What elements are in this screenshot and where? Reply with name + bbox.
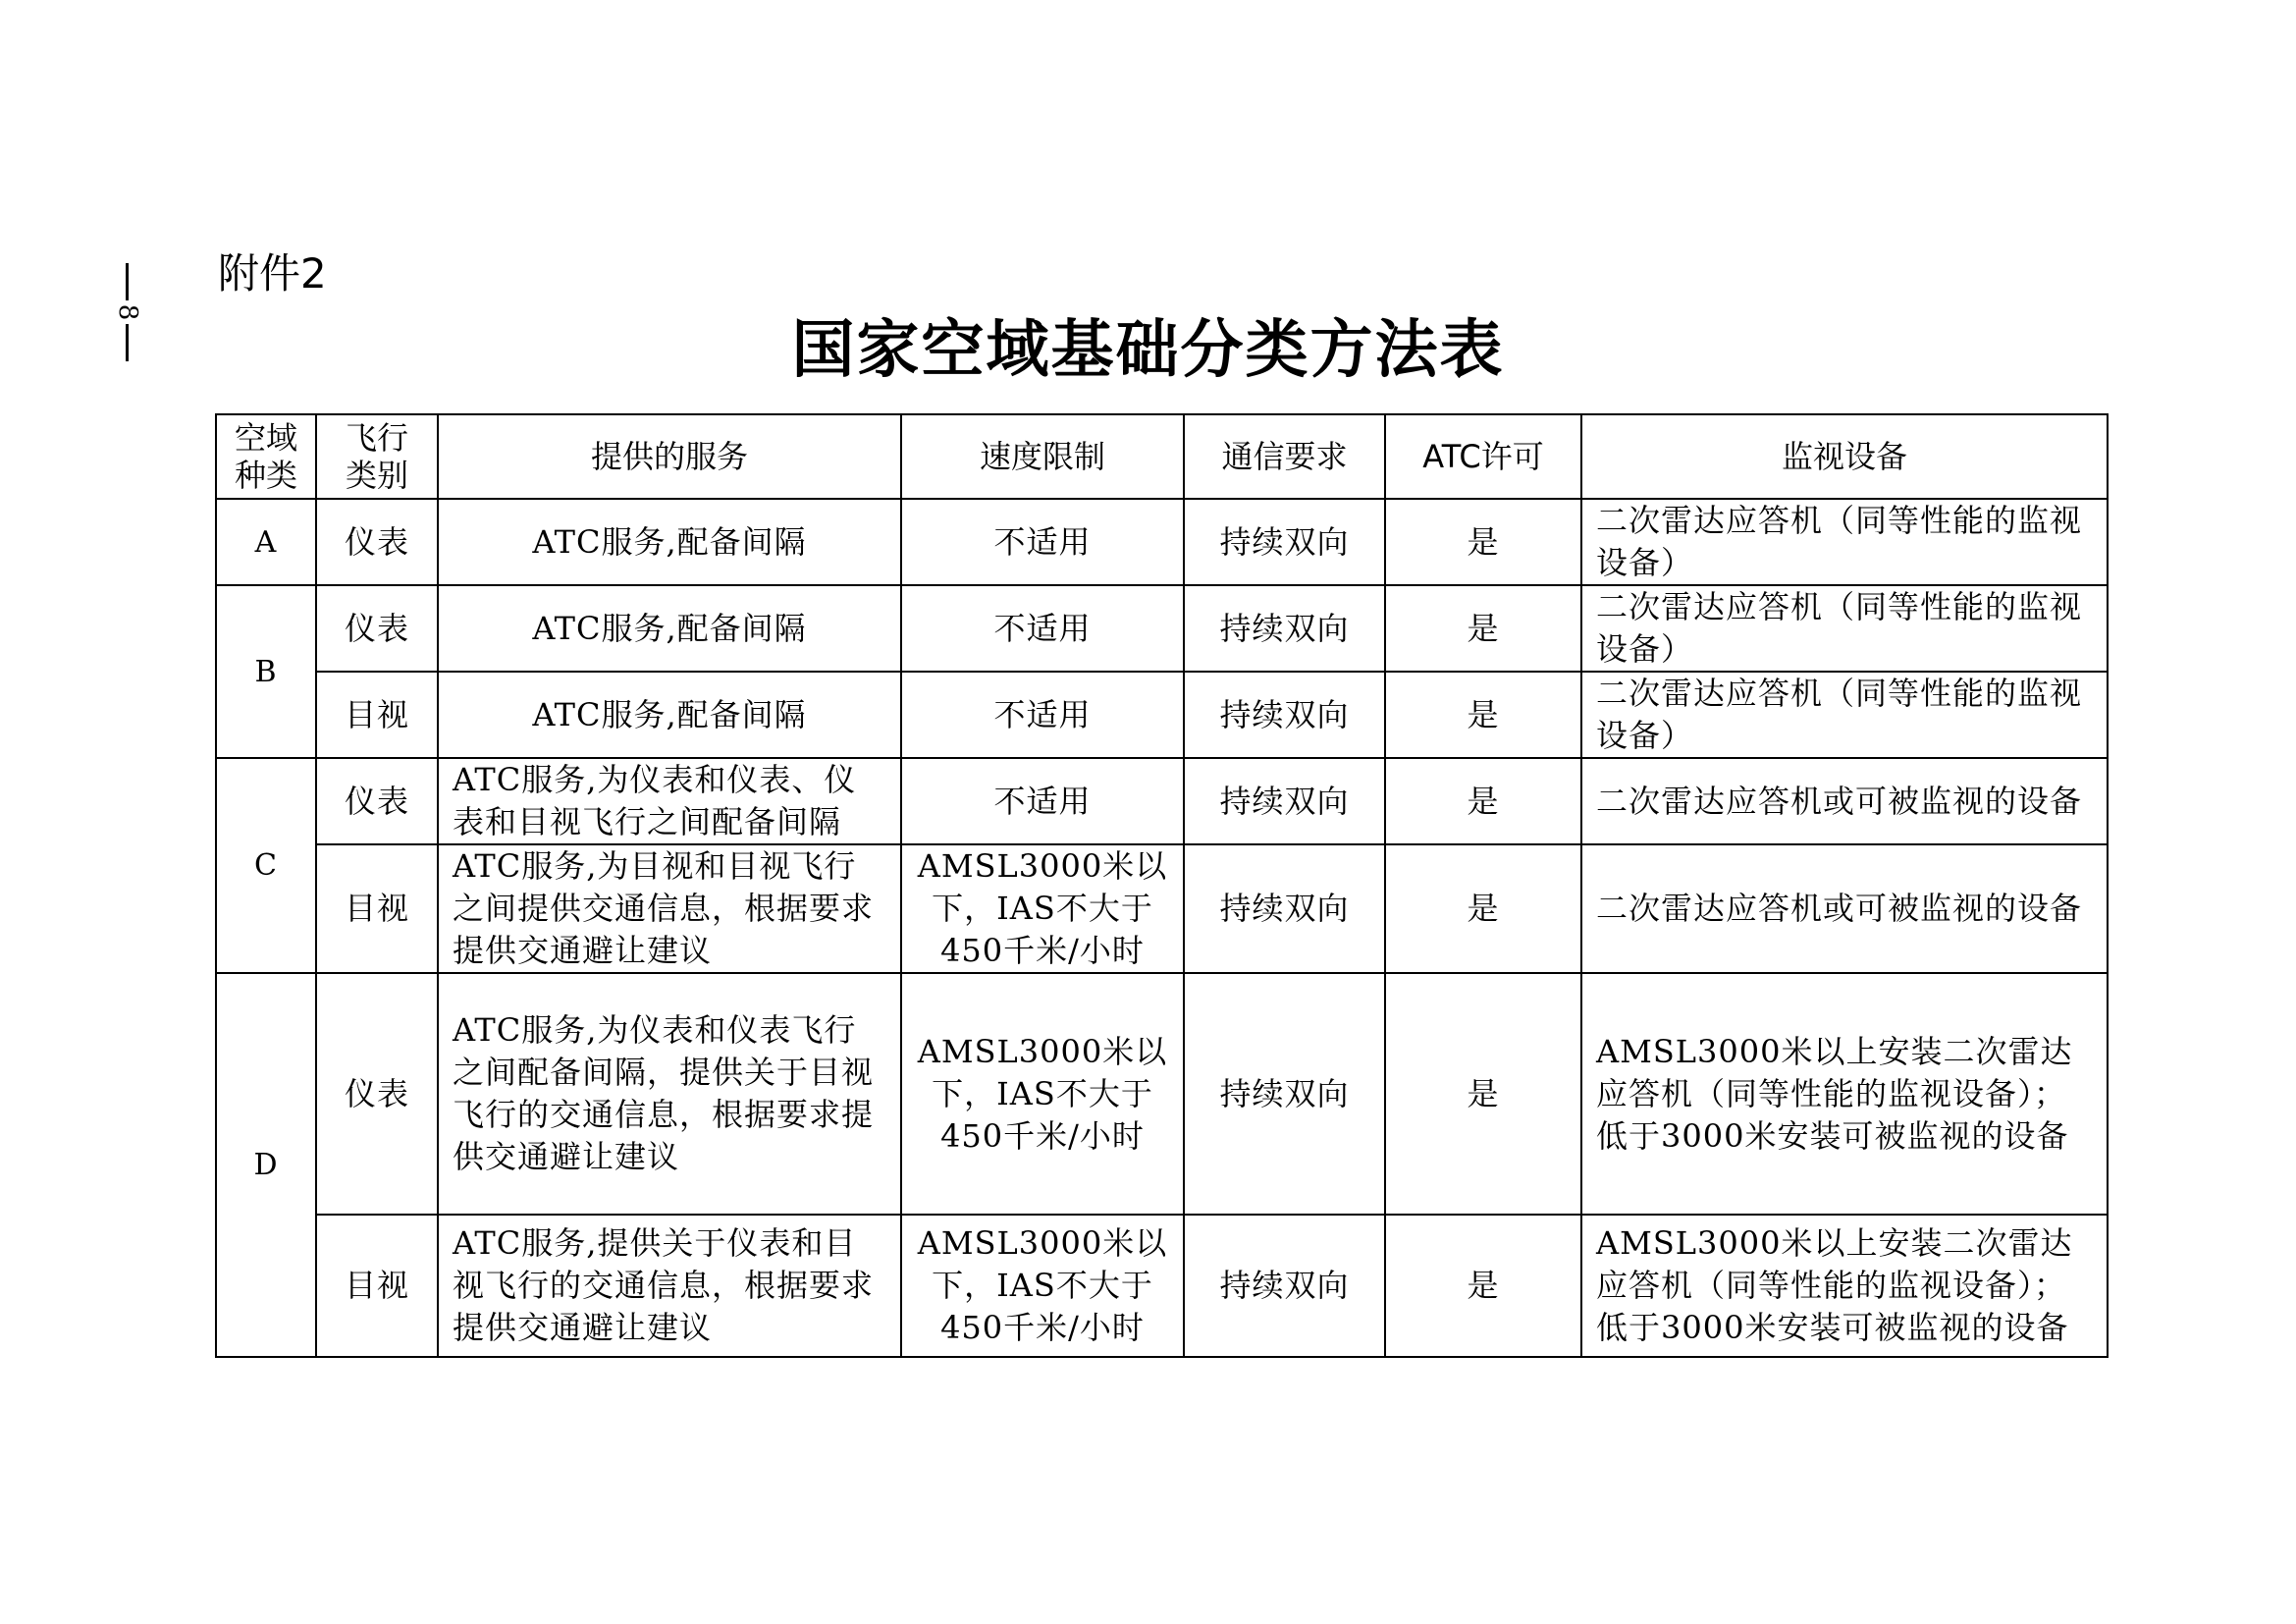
- class-cell-d: D: [216, 973, 316, 1357]
- service-cell: ATC服务,为仪表和仪表、仪表和目视飞行之间配备间隔: [438, 758, 901, 844]
- atc-cell: 是: [1385, 844, 1581, 973]
- speed-cell: AMSL3000米以下，IAS不大于450千米/小时: [901, 973, 1184, 1215]
- table-row: [216, 585, 2108, 672]
- page-number-digit: 8: [113, 303, 142, 321]
- atc-cell: 是: [1385, 1215, 1581, 1357]
- service-cell: ATC服务,配备间隔: [438, 672, 901, 758]
- surveillance-cell: AMSL3000米以上安装二次雷达应答机（同等性能的监视设备）；低于3000米安装可被监视的设备: [1581, 973, 2108, 1215]
- class-cell-c: C: [216, 758, 316, 973]
- surveillance-cell: 二次雷达应答机或可被监视的设备: [1581, 844, 2108, 973]
- header-flight-type: 飞行 类别: [316, 414, 438, 499]
- flight-type-cell: 目视: [316, 1215, 438, 1357]
- surveillance-cell: 二次雷达应答机（同等性能的监视设备）: [1581, 585, 2108, 672]
- comm-cell: 持续双向: [1184, 672, 1385, 758]
- table-header-row: [216, 414, 2108, 499]
- atc-cell: 是: [1385, 672, 1581, 758]
- comm-cell: 持续双向: [1184, 973, 1385, 1215]
- header-speed-limit: 速度限制: [901, 414, 1184, 499]
- flight-type-cell: 仪表: [316, 758, 438, 844]
- service-cell: ATC服务,提供关于仪表和目视飞行的交通信息，根据要求提供交通避让建议: [438, 1215, 901, 1357]
- flight-type-cell: 仪表: [316, 585, 438, 672]
- header-service: 提供的服务: [438, 414, 901, 499]
- speed-cell: 不适用: [901, 585, 1184, 672]
- surveillance-cell: 二次雷达应答机（同等性能的监视设备）: [1581, 672, 2108, 758]
- header-airspace-class: 空域 种类: [216, 414, 316, 499]
- table-row: [216, 1215, 2108, 1357]
- service-cell: ATC服务,配备间隔: [438, 499, 901, 585]
- comm-cell: 持续双向: [1184, 585, 1385, 672]
- service-cell: ATC服务,为目视和目视飞行之间提供交通信息，根据要求提供交通避让建议: [438, 844, 901, 973]
- service-cell: ATC服务,为仪表和仪表飞行之间配备间隔，提供关于目视飞行的交通信息，根据要求提供交通避让建议: [438, 973, 901, 1215]
- header-comm-req: 通信要求: [1184, 414, 1385, 499]
- surveillance-cell: 二次雷达应答机（同等性能的监视设备）: [1581, 499, 2108, 585]
- comm-cell: 持续双向: [1184, 758, 1385, 844]
- table-row: [216, 844, 2108, 973]
- comm-cell: 持续双向: [1184, 499, 1385, 585]
- table-row: [216, 758, 2108, 844]
- service-cell: ATC服务,配备间隔: [438, 585, 901, 672]
- flight-type-cell: 目视: [316, 672, 438, 758]
- table-row: [216, 499, 2108, 585]
- class-cell-a: A: [216, 499, 316, 585]
- speed-cell: AMSL3000米以下，IAS不大于450千米/小时: [901, 1215, 1184, 1357]
- page-title: 国家空域基础分类方法表: [791, 313, 1505, 387]
- header-atc-permit: ATC许可: [1385, 414, 1581, 499]
- table-row: [216, 973, 2108, 1215]
- flight-type-cell: 目视: [316, 844, 438, 973]
- atc-cell: 是: [1385, 499, 1581, 585]
- speed-cell: 不适用: [901, 758, 1184, 844]
- surveillance-cell: 二次雷达应答机或可被监视的设备: [1581, 758, 2108, 844]
- flight-type-cell: 仪表: [316, 499, 438, 585]
- airspace-classification-table: [215, 413, 2109, 1358]
- speed-cell: 不适用: [901, 499, 1184, 585]
- flight-type-cell: 仪表: [316, 973, 438, 1215]
- class-cell-b: B: [216, 585, 316, 758]
- comm-cell: 持续双向: [1184, 1215, 1385, 1357]
- atc-cell: 是: [1385, 758, 1581, 844]
- speed-cell: 不适用: [901, 672, 1184, 758]
- attachment-label: 附件2: [218, 249, 327, 298]
- atc-cell: 是: [1385, 973, 1581, 1215]
- header-surveillance: 监视设备: [1581, 414, 2108, 499]
- atc-cell: 是: [1385, 585, 1581, 672]
- comm-cell: 持续双向: [1184, 844, 1385, 973]
- table-row: [216, 672, 2108, 758]
- speed-cell: AMSL3000米以下，IAS不大于450千米/小时: [901, 844, 1184, 973]
- surveillance-cell: AMSL3000米以上安装二次雷达应答机（同等性能的监视设备）；低于3000米安装可被监视的设备: [1581, 1215, 2108, 1357]
